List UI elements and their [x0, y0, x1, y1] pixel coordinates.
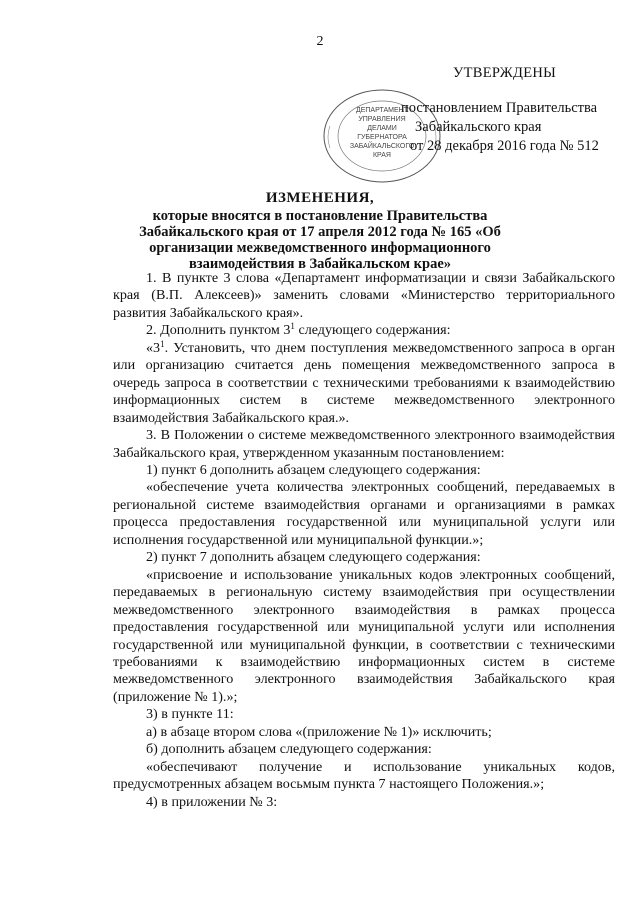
paragraph-5: 1) пункт 6 дополнить абзацем следующего содержания:: [146, 461, 481, 478]
stamp-line-6: КРАЯ: [372, 152, 392, 159]
heading-subtitle: которые вносятся в постановление Правительства Забайкальского края от 17 апреля 2012 года № 165 «Об организации межведомственного информационного взаимодействия в Забайкальском крае»: [139, 208, 501, 272]
paragraph-6: «обеспечение учета количества электронных сообщений, передаваемых в региональной системе взаимодействия органами и организациями в рамках процесса предоставления государственной или муниципальной услуги или исполнения государственной или муниципальной функции.»;: [113, 479, 615, 548]
approval-title: УТВЕРЖДЕНЫ: [453, 65, 557, 81]
stamp-line-5: ЗАБАЙКАЛЬСКОГО: [349, 143, 415, 150]
paragraph-1: 1. В пункте 3 слова «Департамент информатизации и связи Забайкальского края (В.П. Алексеев)» заменить словами «Министерство территориального развития Забайкальского края».: [113, 270, 615, 321]
paragraph-2: [113, 322, 615, 339]
paragraph-3: [113, 340, 615, 427]
approval-line-2: Забайкальского края: [415, 119, 542, 135]
stamp-line-3: ДЕЛАМИ: [367, 125, 397, 132]
document-body: [113, 270, 615, 811]
paragraph-8: «присвоение и использование уникальных кодов электронных сообщений, передаваемых в региональную систему взаимодействия при осуществлении межведомственного электронного взаимодействия в рамках процесса предоставления государственной или муниципальной услуги или исполнения государственной или муниципальной функции, в соответствии с техническими требованиями к взаимодействию информационных систем в системе межведомственного электронного взаимодействия Забайкальского края (приложение № 1).»;: [113, 566, 615, 705]
stamp-line-2: УПРАВЛЕНИЯ: [358, 116, 406, 123]
paragraph-2-post: следующего содержания:: [294, 322, 451, 339]
paragraph-13: 4) в приложении № 3:: [146, 793, 278, 810]
paragraph-3-pre: «3: [146, 339, 161, 356]
paragraph-11: б) дополнить абзацем следующего содержания:: [146, 741, 432, 758]
approval-line-3: от 28 декабря 2016 года № 512: [410, 138, 599, 154]
document-heading: [100, 190, 540, 272]
stamp-line-4: ГУБЕРНАТОРА: [357, 134, 407, 141]
paragraph-2-sup: 1: [290, 321, 295, 332]
paragraph-4: 3. В Положении о системе межведомственного электронного взаимодействия Забайкальского края, утвержденном указанным постановлением:: [113, 427, 615, 461]
page-number: 2: [316, 34, 324, 49]
paragraph-9: 3) в пункте 11:: [146, 706, 234, 723]
paragraph-3-post: . Установить, что днем поступления межведомственного запроса в орган или организацию считается день помещения межведомственного запроса в очередь запроса в соответствии с техническими требованиями к взаимодействию информационных систем в системе межведомственного электронного взаимодействия Забайкальского края.».: [113, 339, 615, 426]
paragraph-7: 2) пункт 7 дополнить абзацем следующего содержания:: [146, 549, 481, 566]
stamp-line-1: ДЕПАРТАМЕНТ: [355, 107, 409, 114]
paragraph-2-pre: 2. Дополнить пунктом 3: [146, 322, 291, 339]
paragraph-3-sup: 1: [160, 338, 165, 349]
heading-title: ИЗМЕНЕНИЯ,: [265, 190, 375, 206]
approval-line-1: постановлением Правительства: [401, 100, 598, 116]
paragraph-12: «обеспечивают получение и использование уникальных кодов, предусмотренных абзацем восьмым пункта 7 настоящего Положения.»;: [113, 758, 615, 793]
paragraph-10: а) в абзаце втором слова «(приложение № 1)» исключить;: [146, 723, 492, 740]
